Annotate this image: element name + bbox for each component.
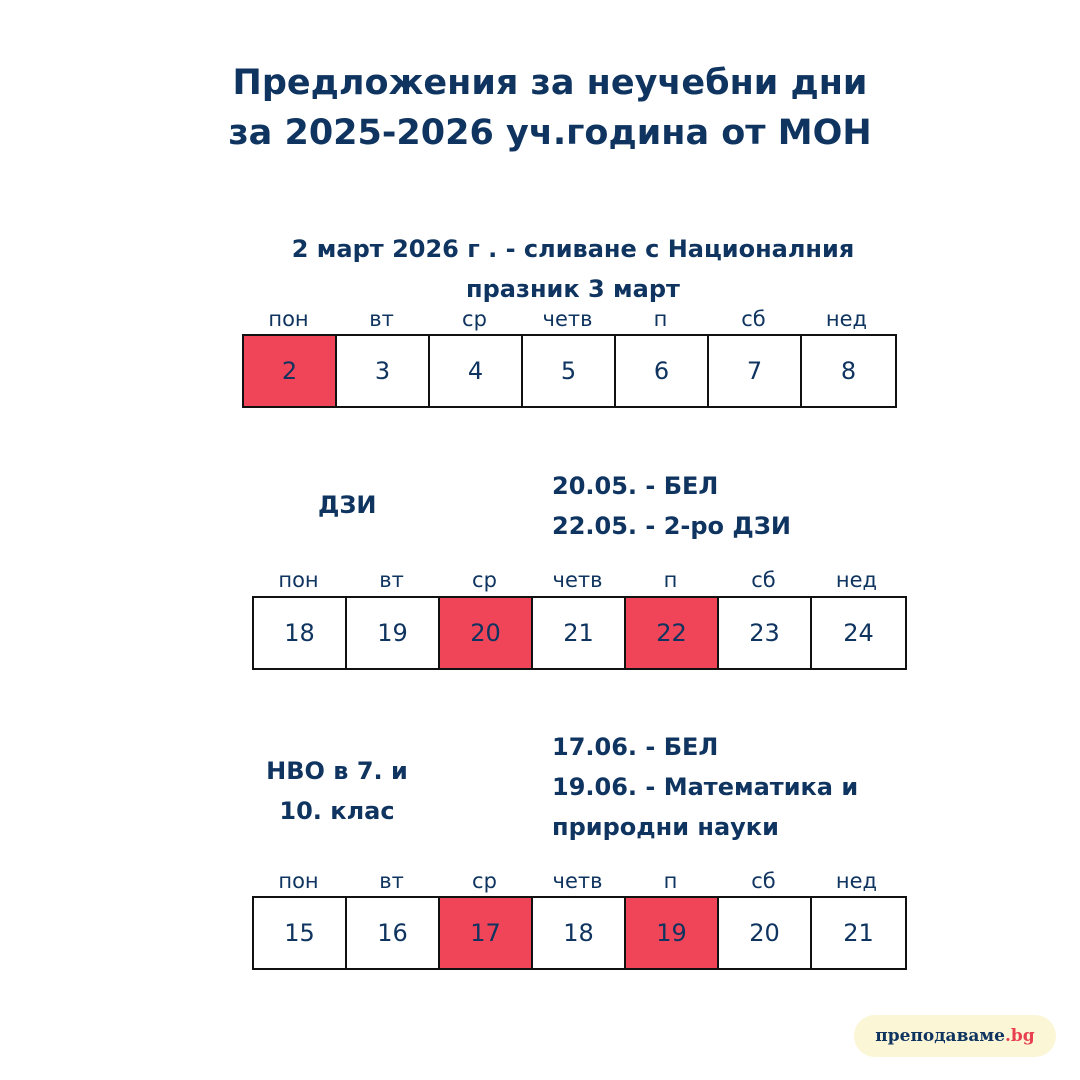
day-label: сб xyxy=(741,307,766,331)
note-line: природни науки xyxy=(552,813,779,841)
section-1-day-labels xyxy=(242,307,893,331)
day-label: ср xyxy=(462,307,487,331)
note-line: 19.06. - Математика и xyxy=(552,773,859,801)
section-1-title xyxy=(0,229,1080,309)
section-2-label: ДЗИ xyxy=(318,491,377,519)
day-label: вт xyxy=(379,568,404,592)
day-label: четв xyxy=(542,307,593,331)
day-label: ср xyxy=(472,568,497,592)
week-row-1 xyxy=(242,334,897,408)
day-label: пон xyxy=(278,568,319,592)
day-cell: 19 xyxy=(347,598,440,668)
week-row-3 xyxy=(252,896,907,970)
logo-tld: .bg xyxy=(1004,1026,1035,1046)
day-cell: 15 xyxy=(254,898,347,968)
day-label: п xyxy=(663,568,678,592)
day-label: нед xyxy=(835,869,878,893)
day-cell: 21 xyxy=(533,598,626,668)
label-line: НВО в 7. и xyxy=(266,757,408,785)
day-label: сб xyxy=(751,869,776,893)
day-label: п xyxy=(653,307,668,331)
day-label: пон xyxy=(278,869,319,893)
day-label: нед xyxy=(825,307,868,331)
label-line: 10. клас xyxy=(279,797,395,825)
day-cell: 22 xyxy=(626,598,719,668)
day-cell: 21 xyxy=(812,898,905,968)
section-2-day-labels xyxy=(252,568,903,592)
day-label: п xyxy=(663,869,678,893)
note-line: 17.06. - БЕЛ xyxy=(552,733,719,761)
day-label: сб xyxy=(751,568,776,592)
day-cell: 2 xyxy=(244,336,337,406)
day-label: четв xyxy=(552,568,603,592)
day-label: вт xyxy=(379,869,404,893)
section-1-title-line-2: празник 3 март xyxy=(466,275,680,303)
day-label: вт xyxy=(369,307,394,331)
day-cell: 8 xyxy=(802,336,895,406)
day-cell: 6 xyxy=(616,336,709,406)
note-line: 22.05. - 2-ро ДЗИ xyxy=(552,512,791,540)
day-label: нед xyxy=(835,568,878,592)
day-cell: 17 xyxy=(440,898,533,968)
day-cell: 7 xyxy=(709,336,802,406)
day-cell: 16 xyxy=(347,898,440,968)
section-3-notes xyxy=(552,727,858,847)
week-row-2 xyxy=(252,596,907,670)
logo-name: преподаваме xyxy=(875,1026,1005,1046)
day-cell: 5 xyxy=(523,336,616,406)
day-cell: 4 xyxy=(430,336,523,406)
section-3-day-labels xyxy=(252,869,903,893)
day-cell: 18 xyxy=(533,898,626,968)
day-cell: 19 xyxy=(626,898,719,968)
brand-logo xyxy=(854,1015,1056,1057)
day-label: пон xyxy=(268,307,309,331)
day-cell: 24 xyxy=(812,598,905,668)
day-cell: 3 xyxy=(337,336,430,406)
day-label: ср xyxy=(472,869,497,893)
page-title xyxy=(0,58,1080,158)
section-2-notes xyxy=(552,466,791,546)
day-label: четв xyxy=(552,869,603,893)
section-3-label xyxy=(236,751,438,831)
title-line-1: Предложения за неучебни дни xyxy=(232,63,868,103)
day-cell: 23 xyxy=(719,598,812,668)
day-cell: 18 xyxy=(254,598,347,668)
day-cell: 20 xyxy=(440,598,533,668)
note-line: 20.05. - БЕЛ xyxy=(552,472,719,500)
title-line-2: за 2025-2026 уч.година от МОН xyxy=(228,113,872,153)
section-1-title-line-1: 2 март 2026 г . - сливане с Националния xyxy=(291,235,855,263)
day-cell: 20 xyxy=(719,898,812,968)
